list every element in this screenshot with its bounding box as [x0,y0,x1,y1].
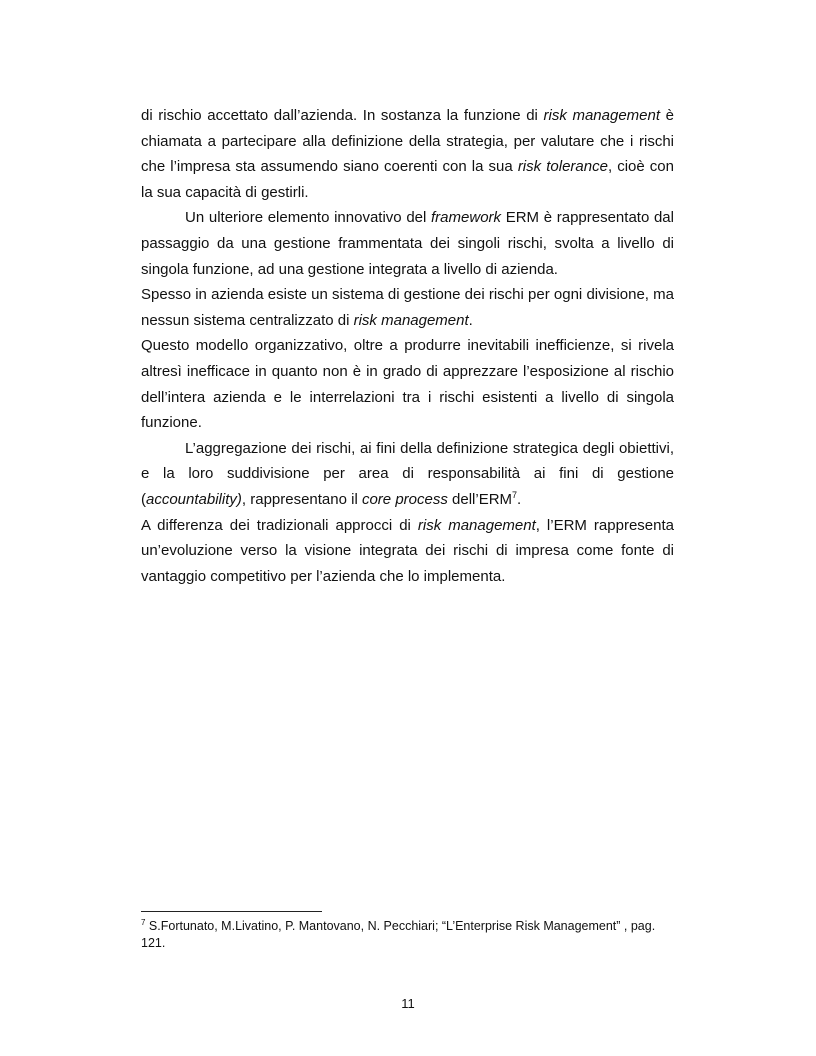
text-run: Questo modello organizzativo, oltre a produrre inevitabili inefficienze, si rivela altresì inefficace in quanto non è in grado di apprezzare l’esposizione al rischio dell’intera azienda e le interrelazioni tra i rischi esistenti a livello di singola funzione. [141,337,674,432]
footnote-reference: 7 [512,489,518,500]
italic-term: risk tolerance [517,158,608,176]
paragraph [141,103,674,205]
text-run: Un ulteriore elemento innovativo del [185,209,432,227]
text-run: di rischio accettato dall’azienda. In sostanza la funzione di [141,107,544,124]
text-run: dell’ERM [447,490,513,508]
paragraph [141,513,674,590]
body-text [141,103,674,589]
text-run: , rappresentano il [241,490,362,508]
italic-term: framework [431,209,502,227]
text-run: è chiamata a partecipare alla definizione della strategia, per valutare che i rischi che l’impresa sta assumendo siano coerenti con la sua [141,107,674,176]
text-run: , cioè con la sua capacità di gestirli. [141,158,674,201]
text-run: L’aggregazione dei rischi, ai fini della definizione strategica degli obiettivi, e la loro suddivisione per area di responsabilità ai fini di gestione ( [141,439,674,508]
footnote-marker: 7 [141,917,146,927]
paragraph [141,282,674,333]
footnote [141,918,674,952]
paragraph [141,333,674,435]
footnote-text: S.Fortunato, M.Livatino, P. Mantovano, N. Pecchiari; “L’Enterprise Risk Management” , pag. 121. [141,919,656,950]
text-run: A differenza dei tradizionali approcci di [141,516,418,534]
paragraph [141,436,674,513]
text-run: ERM è rappresentato dal passaggio da una gestione frammentata dei singoli rischi, svolta a livello di singola funzione, ad una gestione integrata a livello di azienda. [141,209,674,278]
italic-term: risk management [417,516,536,534]
page-number: 11 [401,996,415,1011]
text-run: Spesso in azienda esiste un sistema di gestione dei rischi per ogni divisione, ma nessun sistema centralizzato di [141,286,674,329]
italic-term: accountability) [146,490,242,508]
text-run: . [517,490,522,508]
footnote-separator [141,911,322,912]
paragraph [141,205,674,282]
text-run: , l’ERM rappresenta un’evoluzione verso la visione integrata dei rischi di impresa come fonte di vantaggio competitivo per l’azienda che lo implementa. [141,516,674,585]
italic-term: core process [361,490,448,508]
italic-term: risk management [543,107,661,124]
text-run: . [468,311,473,329]
italic-term: risk management [353,311,469,329]
